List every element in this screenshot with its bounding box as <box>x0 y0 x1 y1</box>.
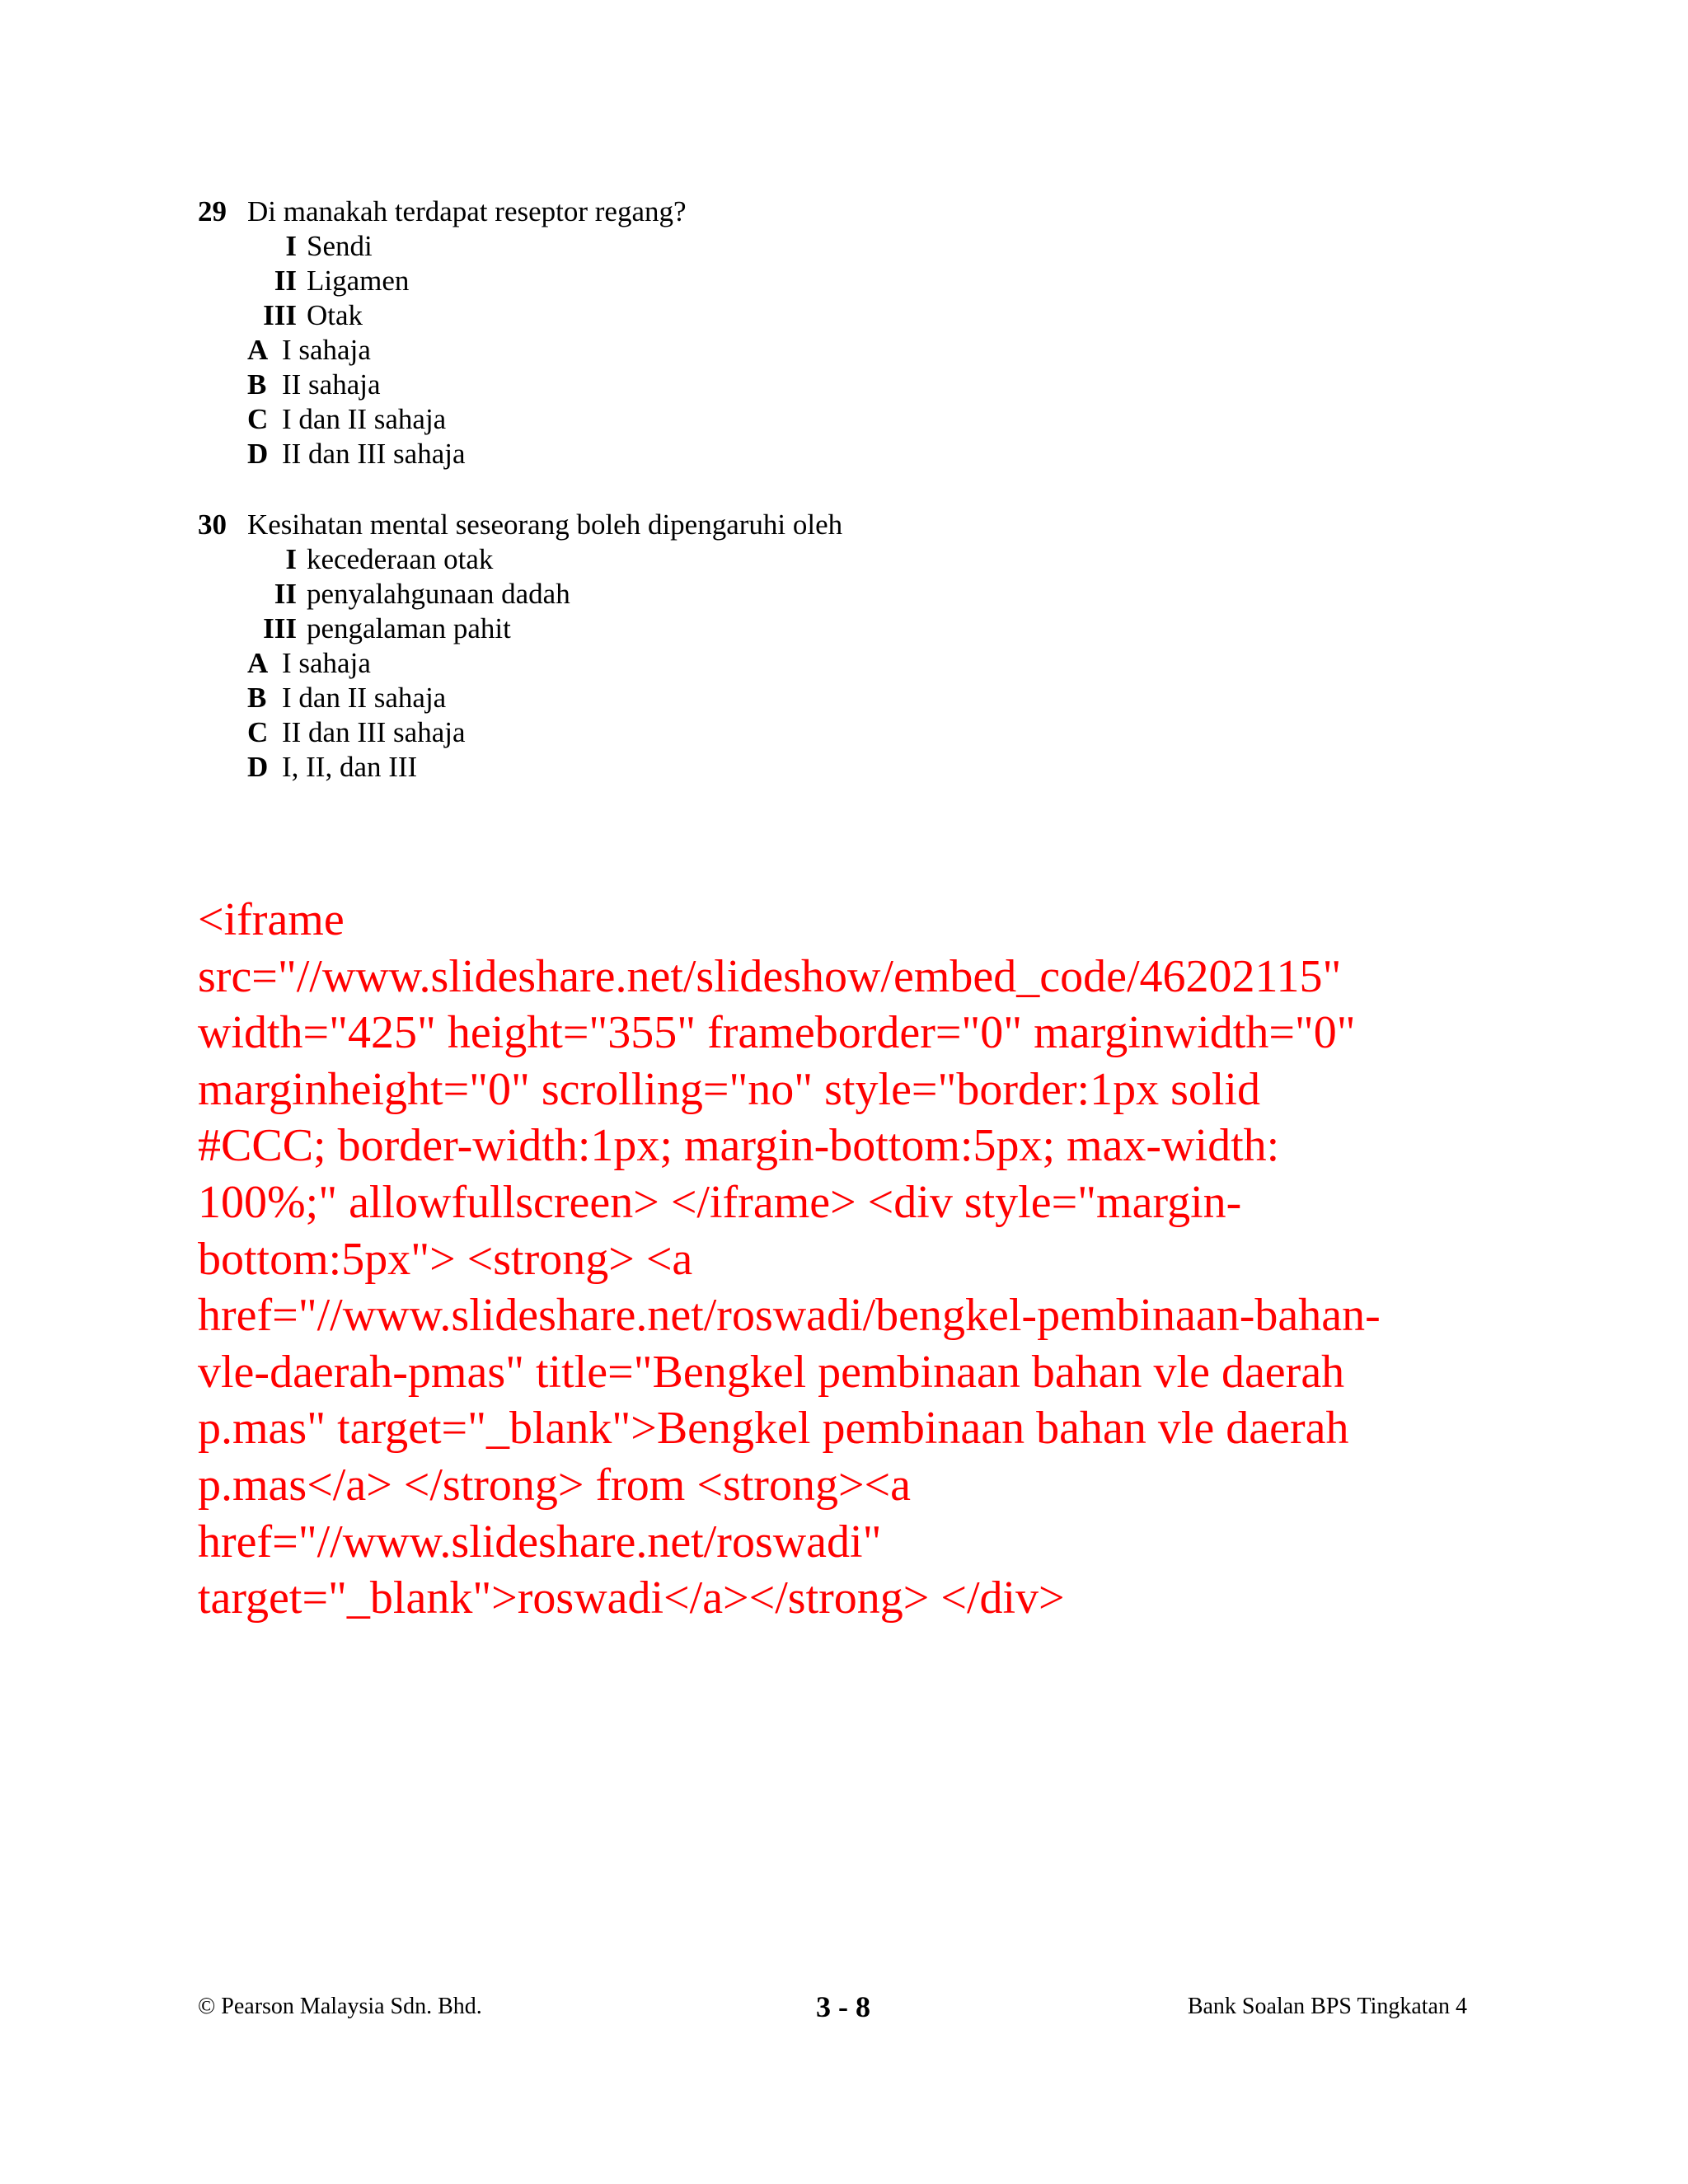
option <box>198 368 687 402</box>
statement-text: kecederaan otak <box>307 543 494 575</box>
statement <box>198 612 842 646</box>
statement-text: Sendi <box>307 230 373 262</box>
embed-code-block <box>198 892 1484 1627</box>
question-29 <box>198 194 687 471</box>
question-stem <box>198 194 687 229</box>
embed-code-line: vle-daerah-pmas" title="Bengkel pembinaan bahan vle daerah <box>198 1346 1345 1398</box>
statement-numeral: I <box>285 230 297 262</box>
statement-numeral: II <box>274 578 297 610</box>
statement <box>198 577 842 612</box>
option-letter: A <box>247 334 269 366</box>
embed-code-line: p.mas" target="_blank">Bengkel pembinaan bahan vle daerah <box>198 1403 1349 1455</box>
option-letter: B <box>247 682 267 714</box>
option <box>198 646 842 681</box>
embed-code-line: href="//www.slideshare.net/roswadi" <box>198 1516 882 1568</box>
option-text: II sahaja <box>282 368 381 401</box>
statement <box>198 229 687 264</box>
embed-code-line: href="//www.slideshare.net/roswadi/bengkel-pembinaan-bahan- <box>198 1290 1381 1342</box>
option <box>198 681 842 715</box>
option-text: I, II, dan III <box>282 751 418 783</box>
statement-text: pengalaman pahit <box>307 612 511 644</box>
option-letter: A <box>247 647 269 679</box>
embed-code-line: src="//www.slideshare.net/slideshow/embed_code/46202115" <box>198 950 1342 1002</box>
question-30 <box>198 508 842 785</box>
page-number: 3 - 8 <box>816 1990 870 2023</box>
option-text: I dan II sahaja <box>282 682 447 714</box>
statement <box>198 264 687 298</box>
option-text: I sahaja <box>282 334 371 366</box>
footer-copyright: © Pearson Malaysia Sdn. Bhd. <box>198 1994 482 2019</box>
embed-code-line: width="425" height="355" frameborder="0" marginwidth="0" <box>198 1007 1356 1059</box>
statement-text: penyalahgunaan dadah <box>307 578 570 610</box>
option-text: I sahaja <box>282 647 371 679</box>
embed-code-line: target="_blank">roswadi</a></strong> </div> <box>198 1572 1065 1624</box>
embed-code-line: 100%;" allowfullscreen> </iframe> <div style="margin- <box>198 1176 1242 1228</box>
option <box>198 715 842 750</box>
question-number: 29 <box>198 195 227 227</box>
embed-code-line: p.mas</a> </strong> from <strong><a <box>198 1459 911 1511</box>
question-stem <box>198 508 842 542</box>
option-letter: D <box>247 751 269 783</box>
statement-numeral: III <box>263 612 297 644</box>
option-letter: C <box>247 403 269 435</box>
embed-code-line: #CCC; border-width:1px; margin-bottom:5px; max-width: <box>198 1120 1280 1172</box>
option-text: II dan III sahaja <box>282 716 466 748</box>
embed-code-line: <iframe <box>198 894 345 945</box>
question-text: Di manakah terdapat reseptor regang? <box>247 195 687 227</box>
embed-code-line: marginheight="0" scrolling="no" style="border:1px solid <box>198 1063 1260 1115</box>
statement <box>198 298 687 333</box>
option <box>198 402 687 437</box>
statement-numeral: II <box>274 265 297 297</box>
question-number: 30 <box>198 509 227 541</box>
option-letter: B <box>247 368 267 401</box>
option-letter: D <box>247 438 269 470</box>
option <box>198 333 687 368</box>
statement-text: Otak <box>307 299 363 331</box>
statement <box>198 542 842 577</box>
option-letter: C <box>247 716 269 748</box>
footer-book-title: Bank Soalan BPS Tingkatan 4 <box>1187 1994 1467 2019</box>
option <box>198 750 842 785</box>
question-text: Kesihatan mental seseorang boleh dipengaruhi oleh <box>247 509 843 541</box>
statement-numeral: III <box>263 299 297 331</box>
option <box>198 437 687 471</box>
statement-text: Ligamen <box>307 265 410 297</box>
option-text: II dan III sahaja <box>282 438 466 470</box>
embed-code-line: bottom:5px"> <strong> <a <box>198 1233 693 1285</box>
statement-numeral: I <box>285 543 297 575</box>
option-text: I dan II sahaja <box>282 403 447 435</box>
